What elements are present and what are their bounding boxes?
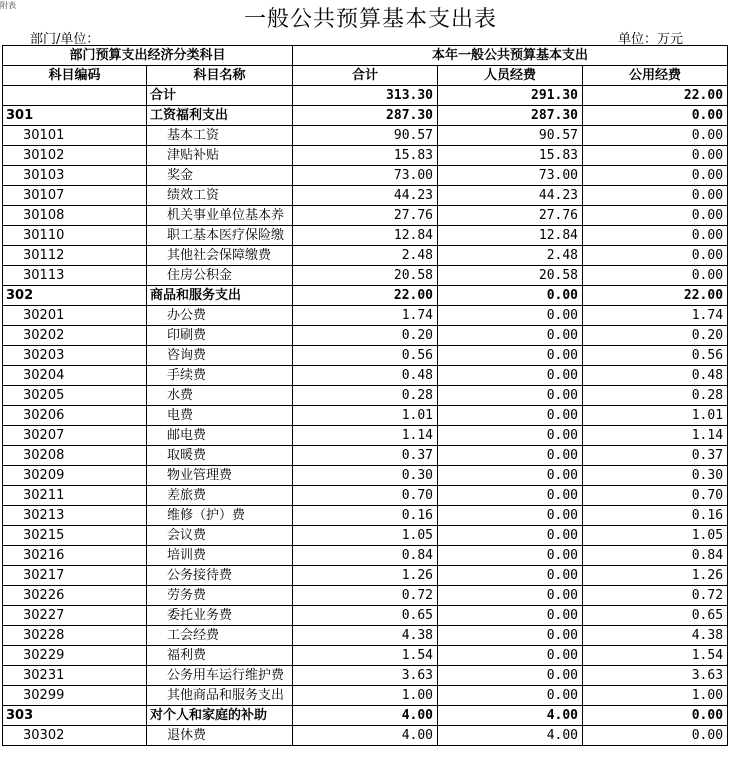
table-row	[3, 426, 728, 446]
page-title: 一般公共预算基本支出表	[243, 7, 497, 32]
cell-personnel: 291.30	[438, 86, 583, 106]
header-row-columns	[3, 66, 728, 86]
cell-total: 1.54	[293, 646, 438, 666]
table-row	[3, 446, 728, 466]
category-row	[3, 706, 728, 726]
table-row	[3, 306, 728, 326]
table-row	[3, 226, 728, 246]
cell-name: 基本工资	[147, 126, 293, 146]
cell-public: 0.00	[583, 246, 728, 266]
cell-code: 30103	[3, 166, 147, 186]
cell-personnel: 4.00	[438, 726, 583, 746]
cell-name: 合计	[147, 86, 293, 106]
cell-personnel: 287.30	[438, 106, 583, 126]
cell-public: 0.37	[583, 446, 728, 466]
cell-public: 0.28	[583, 386, 728, 406]
cell-code: 30201	[3, 306, 147, 326]
cell-name: 公务接待费	[147, 566, 293, 586]
cell-code: 30112	[3, 246, 147, 266]
cell-public: 1.74	[583, 306, 728, 326]
cell-total: 12.84	[293, 226, 438, 246]
cell-personnel: 0.00	[438, 606, 583, 626]
cell-name: 奖金	[147, 166, 293, 186]
cell-name: 培训费	[147, 546, 293, 566]
table-row	[3, 406, 728, 426]
cell-total: 1.74	[293, 306, 438, 326]
cell-personnel: 0.00	[438, 306, 583, 326]
cell-public: 1.14	[583, 426, 728, 446]
cell-personnel: 0.00	[438, 486, 583, 506]
cell-personnel: 0.00	[438, 526, 583, 546]
cell-name: 差旅费	[147, 486, 293, 506]
cell-public: 0.84	[583, 546, 728, 566]
table-row	[3, 246, 728, 266]
cell-name: 住房公积金	[147, 266, 293, 286]
cell-total: 313.30	[293, 86, 438, 106]
cell-code: 30215	[3, 526, 147, 546]
cell-total: 1.05	[293, 526, 438, 546]
cell-code: 30209	[3, 466, 147, 486]
table-row	[3, 606, 728, 626]
header-group-left: 部门预算支出经济分类科目	[3, 46, 293, 66]
cell-name: 其他社会保障缴费	[147, 246, 293, 266]
cell-personnel: 90.57	[438, 126, 583, 146]
cell-code: 30202	[3, 326, 147, 346]
cell-personnel: 0.00	[438, 546, 583, 566]
cell-personnel: 20.58	[438, 266, 583, 286]
cell-public: 0.00	[583, 166, 728, 186]
cell-total: 0.37	[293, 446, 438, 466]
header-public: 公用经费	[583, 66, 728, 86]
cell-code: 30302	[3, 726, 147, 746]
cell-total: 0.65	[293, 606, 438, 626]
cell-total: 27.76	[293, 206, 438, 226]
cell-name: 会议费	[147, 526, 293, 546]
category-row	[3, 106, 728, 126]
cell-name: 电费	[147, 406, 293, 426]
cell-code: 30227	[3, 606, 147, 626]
cell-public: 0.48	[583, 366, 728, 386]
cell-total: 0.72	[293, 586, 438, 606]
cell-code	[3, 86, 147, 106]
cell-public: 22.00	[583, 86, 728, 106]
cell-code: 30107	[3, 186, 147, 206]
cell-public: 0.56	[583, 346, 728, 366]
department-label: 部门/单位：	[30, 32, 100, 47]
cell-public: 3.63	[583, 666, 728, 686]
cell-public: 0.16	[583, 506, 728, 526]
cell-code: 30110	[3, 226, 147, 246]
cell-public: 1.26	[583, 566, 728, 586]
cell-name: 物业管理费	[147, 466, 293, 486]
cell-personnel: 73.00	[438, 166, 583, 186]
table-row	[3, 586, 728, 606]
cell-total: 4.00	[293, 706, 438, 726]
cell-code: 30108	[3, 206, 147, 226]
cell-total: 20.58	[293, 266, 438, 286]
table-row	[3, 126, 728, 146]
cell-code: 30231	[3, 666, 147, 686]
budget-table	[2, 45, 728, 746]
cell-total: 2.48	[293, 246, 438, 266]
cell-total: 3.63	[293, 666, 438, 686]
table-row	[3, 206, 728, 226]
cell-total: 4.38	[293, 626, 438, 646]
table-row	[3, 146, 728, 166]
cell-code: 30203	[3, 346, 147, 366]
table-row	[3, 646, 728, 666]
cell-total: 0.30	[293, 466, 438, 486]
cell-personnel: 2.48	[438, 246, 583, 266]
cell-code: 30216	[3, 546, 147, 566]
cell-personnel: 0.00	[438, 286, 583, 306]
category-row	[3, 286, 728, 306]
cell-name: 机关事业单位基本养	[147, 206, 293, 226]
cell-public: 0.00	[583, 726, 728, 746]
cell-name: 其他商品和服务支出	[147, 686, 293, 706]
header-code: 科目编码	[3, 66, 147, 86]
cell-personnel: 0.00	[438, 646, 583, 666]
cell-code: 30228	[3, 626, 147, 646]
header-name: 科目名称	[147, 66, 293, 86]
cell-name: 工资福利支出	[147, 106, 293, 126]
cell-name: 工会经费	[147, 626, 293, 646]
cell-public: 22.00	[583, 286, 728, 306]
cell-name: 水费	[147, 386, 293, 406]
table-row	[3, 186, 728, 206]
cell-public: 1.54	[583, 646, 728, 666]
cell-total: 0.56	[293, 346, 438, 366]
cell-code: 30229	[3, 646, 147, 666]
cell-public: 1.00	[583, 686, 728, 706]
cell-public: 1.05	[583, 526, 728, 546]
header-row-group	[3, 46, 728, 66]
cell-personnel: 0.00	[438, 386, 583, 406]
cell-code: 30213	[3, 506, 147, 526]
cell-code: 30205	[3, 386, 147, 406]
table-row	[3, 466, 728, 486]
cell-public: 0.00	[583, 206, 728, 226]
cell-personnel: 0.00	[438, 366, 583, 386]
cell-personnel: 4.00	[438, 706, 583, 726]
table-row	[3, 486, 728, 506]
table-row	[3, 366, 728, 386]
cell-personnel: 0.00	[438, 506, 583, 526]
table-row	[3, 626, 728, 646]
cell-public: 0.00	[583, 266, 728, 286]
cell-name: 绩效工资	[147, 186, 293, 206]
cell-name: 商品和服务支出	[147, 286, 293, 306]
cell-total: 1.00	[293, 686, 438, 706]
cell-name: 邮电费	[147, 426, 293, 446]
cell-code: 30204	[3, 366, 147, 386]
cell-name: 委托业务费	[147, 606, 293, 626]
cell-public: 1.01	[583, 406, 728, 426]
cell-name: 手续费	[147, 366, 293, 386]
header-group-right: 本年一般公共预算基本支出	[293, 46, 728, 66]
cell-name: 退休费	[147, 726, 293, 746]
table-row	[3, 666, 728, 686]
unit-label: 单位：万元	[618, 32, 684, 47]
table-row	[3, 166, 728, 186]
header-personnel: 人员经费	[438, 66, 583, 86]
cell-personnel: 0.00	[438, 346, 583, 366]
cell-name: 咨询费	[147, 346, 293, 366]
cell-code: 30299	[3, 686, 147, 706]
cell-personnel: 0.00	[438, 446, 583, 466]
cell-code: 30206	[3, 406, 147, 426]
table-row	[3, 266, 728, 286]
cell-name: 职工基本医疗保险缴	[147, 226, 293, 246]
cell-code: 30208	[3, 446, 147, 466]
cell-total: 44.23	[293, 186, 438, 206]
cell-total: 1.26	[293, 566, 438, 586]
cell-personnel: 0.00	[438, 466, 583, 486]
table-row	[3, 726, 728, 746]
cell-personnel: 15.83	[438, 146, 583, 166]
cell-code: 30211	[3, 486, 147, 506]
cell-personnel: 0.00	[438, 406, 583, 426]
cell-personnel: 0.00	[438, 326, 583, 346]
cell-name: 维修（护）费	[147, 506, 293, 526]
cell-total: 0.28	[293, 386, 438, 406]
cell-total: 4.00	[293, 726, 438, 746]
table-row	[3, 566, 728, 586]
cell-code: 30207	[3, 426, 147, 446]
cell-personnel: 44.23	[438, 186, 583, 206]
cell-total: 0.20	[293, 326, 438, 346]
cell-personnel: 0.00	[438, 426, 583, 446]
total-row	[3, 86, 728, 106]
cell-code: 30113	[3, 266, 147, 286]
cell-public: 0.20	[583, 326, 728, 346]
cell-public: 0.00	[583, 106, 728, 126]
cell-code: 301	[3, 106, 147, 126]
cell-name: 福利费	[147, 646, 293, 666]
cell-total: 0.48	[293, 366, 438, 386]
table-row	[3, 386, 728, 406]
cell-total: 0.70	[293, 486, 438, 506]
cell-personnel: 0.00	[438, 666, 583, 686]
cell-personnel: 12.84	[438, 226, 583, 246]
cell-name: 取暖费	[147, 446, 293, 466]
table-row	[3, 686, 728, 706]
cell-total: 90.57	[293, 126, 438, 146]
cell-personnel: 0.00	[438, 686, 583, 706]
cell-public: 0.00	[583, 126, 728, 146]
cell-total: 22.00	[293, 286, 438, 306]
cell-name: 办公费	[147, 306, 293, 326]
cell-code: 302	[3, 286, 147, 306]
cell-total: 73.00	[293, 166, 438, 186]
cell-name: 公务用车运行维护费	[147, 666, 293, 686]
corner-mark: 附表	[0, 1, 16, 10]
cell-personnel: 0.00	[438, 566, 583, 586]
table-row	[3, 506, 728, 526]
cell-total: 1.14	[293, 426, 438, 446]
cell-personnel: 27.76	[438, 206, 583, 226]
cell-personnel: 0.00	[438, 586, 583, 606]
cell-total: 287.30	[293, 106, 438, 126]
cell-public: 4.38	[583, 626, 728, 646]
table-row	[3, 326, 728, 346]
cell-total: 0.84	[293, 546, 438, 566]
cell-personnel: 0.00	[438, 626, 583, 646]
cell-code: 303	[3, 706, 147, 726]
cell-public: 0.70	[583, 486, 728, 506]
cell-public: 0.00	[583, 146, 728, 166]
cell-name: 印刷费	[147, 326, 293, 346]
cell-public: 0.00	[583, 186, 728, 206]
cell-public: 0.65	[583, 606, 728, 626]
cell-public: 0.72	[583, 586, 728, 606]
cell-code: 30101	[3, 126, 147, 146]
cell-total: 15.83	[293, 146, 438, 166]
cell-public: 0.00	[583, 226, 728, 246]
cell-public: 0.00	[583, 706, 728, 726]
cell-name: 津贴补贴	[147, 146, 293, 166]
cell-name: 劳务费	[147, 586, 293, 606]
cell-total: 1.01	[293, 406, 438, 426]
cell-code: 30226	[3, 586, 147, 606]
cell-code: 30102	[3, 146, 147, 166]
table-row	[3, 526, 728, 546]
cell-public: 0.30	[583, 466, 728, 486]
cell-code: 30217	[3, 566, 147, 586]
cell-total: 0.16	[293, 506, 438, 526]
table-row	[3, 346, 728, 366]
cell-name: 对个人和家庭的补助	[147, 706, 293, 726]
header-total: 合计	[293, 66, 438, 86]
table-row	[3, 546, 728, 566]
